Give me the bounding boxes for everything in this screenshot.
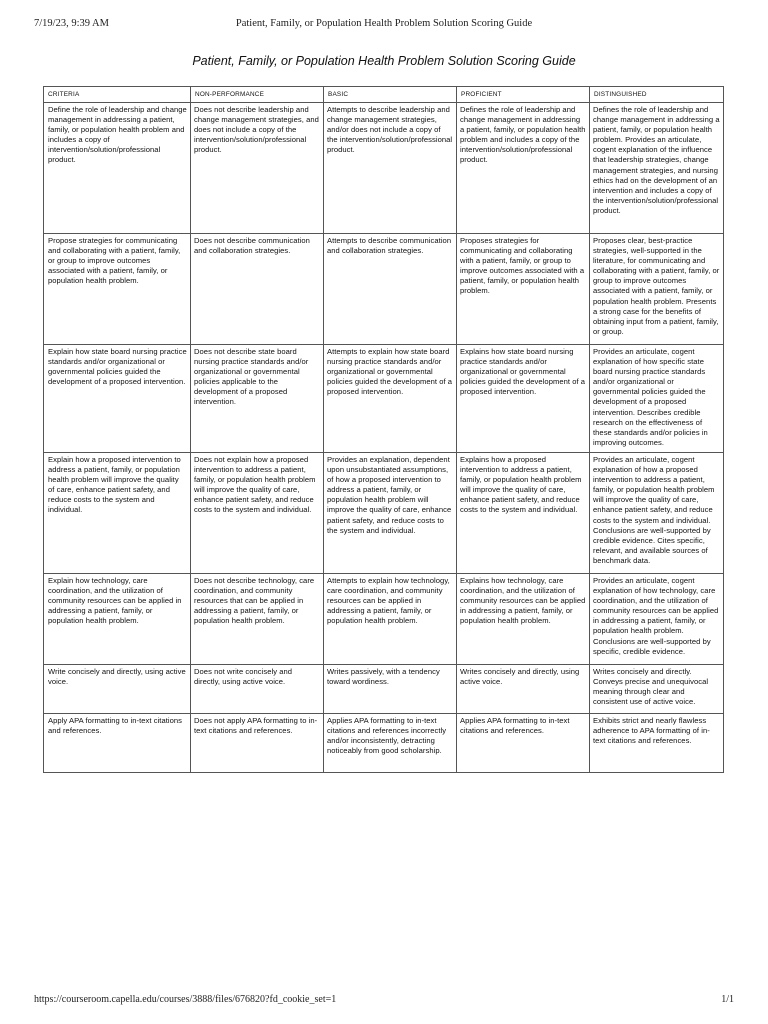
criteria-cell: Explain how technology, care coordination, and the utilization of community resources can be applied in addressing a patient, family, or population health problem.: [44, 573, 191, 664]
page-number: 1/1: [721, 994, 734, 1005]
table-row: [44, 234, 724, 345]
header-criteria: CRITERIA: [44, 87, 191, 103]
print-header: [34, 18, 734, 32]
basic-cell: Attempts to describe communication and collaboration strategies.: [324, 234, 457, 345]
header-distinguished: DISTINGUISHED: [590, 87, 724, 103]
basic-cell: Writes passively, with a tendency toward wordiness.: [324, 664, 457, 713]
distinguished-cell: Exhibits strict and nearly flawless adherence to APA formatting of in-text citations and references.: [590, 713, 724, 772]
table-row: [44, 103, 724, 234]
non-performance-cell: Does not describe leadership and change management strategies, and does not include a copy of the intervention/solution/professional product.: [191, 103, 324, 234]
proficient-cell: Writes concisely and directly, using active voice.: [457, 664, 590, 713]
header-basic: BASIC: [324, 87, 457, 103]
distinguished-cell: Writes concisely and directly. Conveys precise and unequivocal meaning through clear and consistent use of active voice.: [590, 664, 724, 713]
print-footer: [34, 994, 734, 1008]
table-header-row: [44, 87, 724, 103]
print-datetime: 7/19/23, 9:39 AM: [34, 18, 109, 29]
proficient-cell: Proposes strategies for communicating and collaborating with a patient, family, or group to improve outcomes associated with a patient, family, or population health problem.: [457, 234, 590, 345]
basic-cell: Attempts to explain how state board nursing practice standards and/or organizational or governmental policies guided the development of a proposed intervention.: [324, 345, 457, 453]
criteria-cell: Propose strategies for communicating and collaborating with a patient, family, or group to improve outcomes associated with a patient, family, or population health problem.: [44, 234, 191, 345]
table-row: [44, 345, 724, 453]
distinguished-cell: Defines the role of leadership and change management in addressing a patient, family, or population health problem. Provides an articulate, cogent explanation of the influence that leadership strategies, change management strategies, and nursing ethics had on the development of an intervention and includes a copy of the intervention/solution/professional product.: [590, 103, 724, 234]
table-row: [44, 573, 724, 664]
header-non-performance: NON-PERFORMANCE: [191, 87, 324, 103]
proficient-cell: Defines the role of leadership and change management in addressing a patient, family, or population health problem and includes a copy of the intervention/solution/professional product.: [457, 103, 590, 234]
header-proficient: PROFICIENT: [457, 87, 590, 103]
non-performance-cell: Does not describe communication and collaboration strategies.: [191, 234, 324, 345]
criteria-cell: Explain how state board nursing practice standards and/or organizational or governmental policies guided the development of a proposed intervention.: [44, 345, 191, 453]
print-header-title: Patient, Family, or Population Health Problem Solution Scoring Guide: [235, 18, 533, 29]
criteria-cell: Define the role of leadership and change management in addressing a patient, family, or population health problem and includes a copy of intervention/solution/professional product.: [44, 103, 191, 234]
scoring-guide-table: [43, 86, 724, 773]
distinguished-cell: Provides an articulate, cogent explanation of how technology, care coordination, and the utilization of community resources can be applied in addressing a patient, family, or population health problem. Conclusions are well-supported by specific, credible evidence.: [590, 573, 724, 664]
table-row: [44, 452, 724, 573]
proficient-cell: Applies APA formatting to in-text citations and references.: [457, 713, 590, 772]
basic-cell: Applies APA formatting to in-text citations and references incorrectly and/or inconsistently, detracting noticeably from good scholarship.: [324, 713, 457, 772]
proficient-cell: Explains how a proposed intervention to address a patient, family, or population health problem will improve the quality of care, enhance patient safety, and reduce costs to the system and individual.: [457, 452, 590, 573]
non-performance-cell: Does not apply APA formatting to in-text citations and references.: [191, 713, 324, 772]
print-footer-url: https://courseroom.capella.edu/courses/3888/files/676820?fd_cookie_set=1: [34, 994, 337, 1005]
basic-cell: Attempts to describe leadership and change management strategies, and/or does not include a copy of the intervention/solution/professional product.: [324, 103, 457, 234]
criteria-cell: Explain how a proposed intervention to address a patient, family, or population health problem will improve the quality of care, enhance patient safety, and reduce costs to the system and individual.: [44, 452, 191, 573]
page-title: Patient, Family, or Population Health Problem Solution Scoring Guide: [192, 54, 576, 68]
non-performance-cell: Does not explain how a proposed intervention to address a patient, family, or population health problem will improve the quality of care, enhance patient safety, and reduce costs to the system and individual.: [191, 452, 324, 573]
non-performance-cell: Does not describe technology, care coordination, and community resources that can be applied in addressing a patient, family, or population health problem.: [191, 573, 324, 664]
criteria-cell: Write concisely and directly, using active voice.: [44, 664, 191, 713]
distinguished-cell: Provides an articulate, cogent explanation of how a proposed intervention to address a patient, family, or population health problem will improve the quality of care, enhance patient safety, and reduce costs to the system and individual. Conclusions are well-supported by credible evidence. Cites specific, relevant, and available sources of benchmark data.: [590, 452, 724, 573]
table-row: [44, 713, 724, 772]
table-row: [44, 664, 724, 713]
non-performance-cell: Does not describe state board nursing practice standards and/or organizational or governmental policies applicable to the development of a proposed intervention.: [191, 345, 324, 453]
basic-cell: Attempts to explain how technology, care coordination, and community resources can be applied in addressing a patient, family, or population health problem.: [324, 573, 457, 664]
non-performance-cell: Does not write concisely and directly, using active voice.: [191, 664, 324, 713]
distinguished-cell: Proposes clear, best-practice strategies, well-supported in the literature, for communicating and collaborating with a patient, family, or group to improve outcomes associated with a patient, family, or population health problem. Presents a strong case for the benefits of obtaining input from a patient, family, or group.: [590, 234, 724, 345]
basic-cell: Provides an explanation, dependent upon unsubstantiated assumptions, of how a proposed intervention to address a patient, family, or population health problem will improve the quality of care, enhance patient safety, and reduce costs to the system and individual.: [324, 452, 457, 573]
proficient-cell: Explains how technology, care coordination, and the utilization of community resources can be applied in addressing a patient, family, or population health problem.: [457, 573, 590, 664]
distinguished-cell: Provides an articulate, cogent explanation of how specific state board nursing practice standards and/or organizational or governmental policies guided the development of a proposed intervention. Describes credible research on the effectiveness of these standards and/or policies in improving outcomes.: [590, 345, 724, 453]
criteria-cell: Apply APA formatting to in-text citations and references.: [44, 713, 191, 772]
proficient-cell: Explains how state board nursing practice standards and/or organizational or governmental policies guided the development of a proposed intervention.: [457, 345, 590, 453]
